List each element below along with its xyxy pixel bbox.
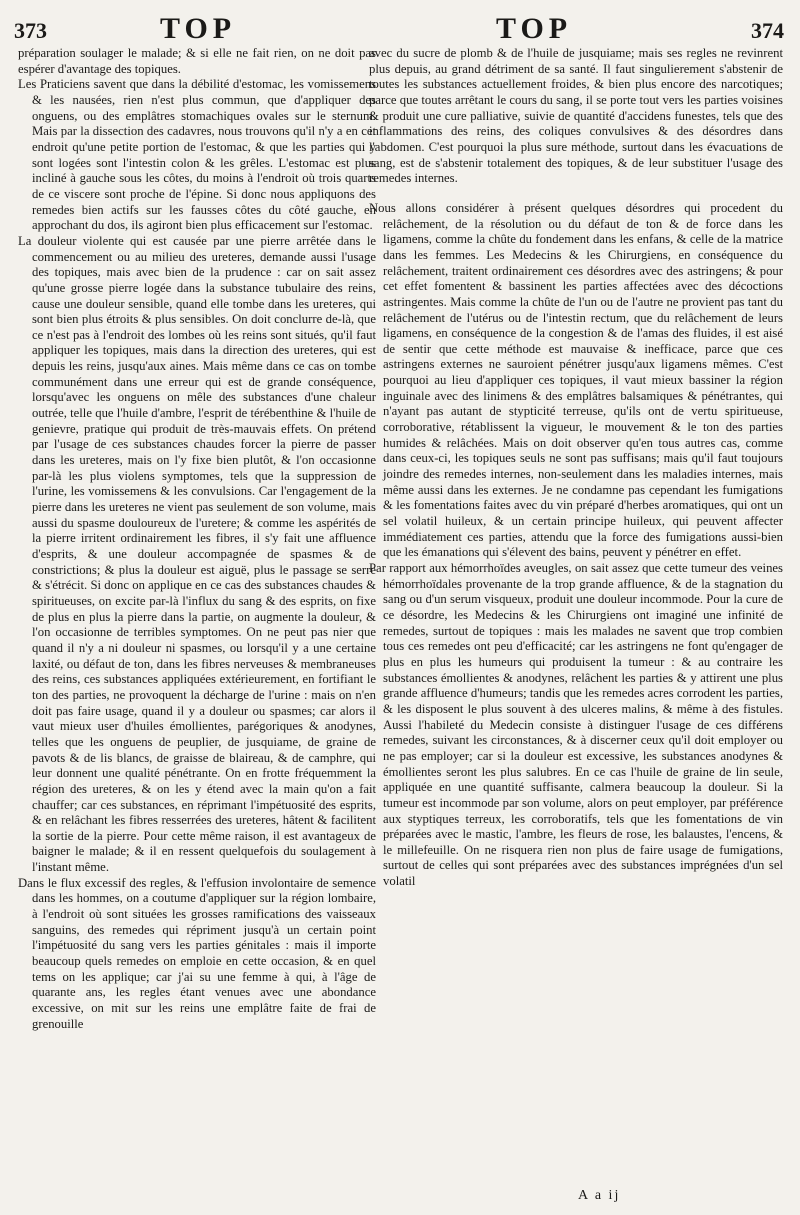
signature-mark: A a ij bbox=[578, 1188, 621, 1203]
page-header bbox=[0, 6, 800, 46]
paragraph: Les Praticiens savent que dans la débilité d'estomac, les vomissemens & les nausées, rien n'est plus commun, que d'appliquer des onguens, ou des emplâtres stomachiques ovales sur le sternum. Mais par la dissection des cadavres, nous trouvons qu'il n'y a en cet endroit qu'une petite portion de l'estomac, & que les parties qui y sont logées sont l'intestin colon & les grêles. L'estomac est plus incliné à gauche sous les côtes, du moins à l'endroit où trois quarts de ce viscere sont proche de l'épine. Si donc nous appliquons des remedes bien actifs sur les fausses côtes du côté gauche, en approchant du dos, ils agiront bien plus efficacement sur l'estomac. bbox=[18, 77, 376, 233]
left-running-head: TOP bbox=[160, 12, 237, 45]
right-text-column bbox=[369, 46, 783, 1186]
paragraph: Par rapport aux hémorrhoïdes aveugles, on sait assez que cette tumeur des veines hémorrhoïdales provenante de la trop grande affluence, & de la stagnation du sang ou d'un serum visqueux, produit une douleur incommode. Pour la cure de ce désordre, les Medecins & les Chirurgiens ont imaginé une infinité de remedes, surtout de topiques : mais les malades ne savent que trop combien tous ces remedes ont peu d'efficacité; car les astringens ne font qu'engager de plus en plus les humeurs qui produisent la tumeur : & au contraire les substances émollientes & anodynes, relâchent les parties & y attirent une plus grande affluence d'humeurs; tandis que les remedes acres corrodent les parties, & les disposent le plus souvent à des ulceres malins, & même à des fistules. Aussi l'habileté du Medecin consiste à distinguer l'usage de ces différens remedes, suivant les circonstances, & à discerner ceux qu'il doit employer ou ne pas employer; car si la douleur est excessive, les substances anodynes & émollientes seront les plus salubres. En ce cas l'huile de graine de lin seule, appliquée en une quantité suffisante, calmera beaucoup la douleur. Si la tumeur est incommode par son volume, alors on peut employer, par préférence aux styptiques terreux, les corroboratifs, tels que les fomentations de vin préparées avec le mastic, l'ambre, les fleurs de rose, les balaustes, l'encens, & le millefeuille. On ne risquera rien non plus de faire usage de fumigations, surtout de celles qui sont préparées avec des substances imprégnées d'un sel volatil bbox=[369, 561, 783, 889]
left-text-column bbox=[18, 46, 376, 1186]
paragraph: avec du sucre de plomb & de l'huile de jusquiame; mais ses regles ne revinrent plus depuis, au grand détriment de sa santé. Il faut singulierement s'abstenir de toutes les substances actuellement froides, & bien plus encore des narcotiques; parce que toutes arrêtant le cours du sang, il se porte tout vers les parties voisines & produit une cure palliative, suivie de quantité d'accidens funestes, tels que des inflammations des reins, des coliques convulsives & des désordres dans l'abdomen. C'est pourquoi la plus sure méthode, surtout dans les évacuations de sang, est de s'abstenir totalement des topiques, & de leur substituer l'usage des remedes internes. bbox=[369, 46, 783, 186]
paragraph: La douleur violente qui est causée par une pierre arrêtée dans le commencement ou au milieu des ureteres, demande aussi l'usage des topiques, mais avec bien de la prudence : car on sait assez qu'une grosse pierre logée dans la substance tubulaire des reins, cause une douleur sensible, quand elle tombe dans les ureteres, qui sont bien plus étroits & plus sensibles. On doit conclurre de-là, que ce n'est pas à l'endroit des lombes où les reins sont situés, qu'il faut appliquer les topiques, mais dans la direction des ureteres, qui est depuis les reins, jusqu'aux aines. Mais même dans ce cas on tombe communément dans une erreur qui est de grande conséquence, lorsqu'avec les onguens on mêle des substances d'une chaleur outrée, telle que l'huile d'ambre, l'esprit de térébenthine & l'huile de genievre, pratique qui produit de très-mauvais effets. On prétend par l'usage de ces substances chaudes forcer la pierre de passer dans les ureteres, mais on l'y fixe bien plutôt, & l'on occasionne par-là les plus violens symptomes, tels que la suppression de l'urine, les vomissemens & les convulsions. Car l'engagement de la pierre dans les ureteres ne vient pas seulement de son volume, mais aussi du spasme douloureux de l'uretere; & comme les aspérités de la pierre irritent ordinairement les fibres, il s'y fait une affluence d'esprits, & une douleur accompagnée de spasmes & de constrictions; & plus la douleur est aiguë, plus le passage se serre & s'étrécit. Si donc on applique en ce cas des substances chaudes & spiritueuses, on excite par-là l'influx du sang & des esprits, on fixe de plus en plus la pierre dans la partie, on augmente la douleur, & l'on occasionne de terribles symptomes. On ne peut pas nier que quand il n'y a ni douleur ni spasmes, ou lorsqu'il y a une certaine laxité, ou défaut de ton, dans les fibres nerveuses & membraneuses des reins, ces substances appliquées extérieurement, en fortifiant le ton des parties, ne provoquent la décharge de l'urine : mais on n'en doit pas faire usage, quand il y a douleur ou spasmes; car alors il vaut mieux user d'huiles émollientes, parégoriques & anodynes, telles que les onguens de peuplier, de jusquiame, de graine de pavots & de lis blancs, de graisse de blaireau, & de camphre, qui leur donnent une qualité pénétrante. On en frotte fréquemment la région des ureteres, & on les y étend avec la main qu'on a fait chauffer; car ces substances, en réprimant l'impétuosité des esprits, & en relâchant les fibres resserrées des ureteres, hâtent & facilitent la sortie de la pierre. Pour cette même raison, il est avantageux de baigner le malade; & il en ressent quelquefois du soulagement à l'instant même. bbox=[18, 233, 376, 875]
right-page-number: 374 bbox=[751, 18, 784, 43]
left-page-number: 373 bbox=[14, 18, 47, 43]
paragraph: préparation soulager le malade; & si elle ne fait rien, on ne doit pas espérer d'avantage des topiques. bbox=[18, 46, 376, 76]
paragraph: Dans le flux excessif des regles, & l'effusion involontaire de semence dans les hommes, on a coutume d'appliquer sur la région lombaire, à l'endroit où sont situées les grosses ramifications des vaisseaux sanguins, des remedes qui répriment jusqu'à un certain point l'impétuosité du sang vers les parties génitales : mais il importe beaucoup quels remedes on emploie en cette occasion, & en quel tems on les applique; car j'ai su une femme à qui, à l'âge de quarante ans, les regles étant venues avec une abondance excessive, on mit sur les reins une emplâtre faite de frai de grenouille bbox=[18, 875, 376, 1031]
paragraph: Nous allons considérer à présent quelques désordres qui procedent du relâchement, de la résolution ou du défaut de ton & de force dans les ligamens, comme la chûte du fondement dans les enfans, & celle de la matrice dans les femmes. Les Medecins & les Chirurgiens, en conséquence du relâchement, traitent ordinairement ces désordres avec des astringens; & pour cet effet fomentent & bassinent les parties affectées avec des décoctions astringentes. Mais comme la chûte de l'un ou de l'autre ne provient pas tant du relâchement de l'utérus ou de l'intestin rectum, que du relâchement de leurs ligamens, en conséquence de la congestion & de l'amas des fluides, il est aisé de sentir que cette méthode est mauvaise & inefficace, parce que ces astringens externes ne sauroient pénétrer jusqu'aux ligamens mêmes. C'est pourquoi au lieu d'appliquer ces topiques, il vaut mieux bassiner la région inguinale avec des linimens & des emplâtres balsamiques & pénétrantes, qui n'ayant pas autant de stypticité terreuse, qu'ils ont de vertu spiritueuse, corroborative, rétablissent la vigueur, le mouvement & le ton des parties humides & relâchées. Mais on doit observer qu'en tous autres cas, comme dans ceux-ci, les topiques seuls ne sont pas suffisans; mais qu'il faut toujours joindre des remedes internes, non-seulement dans les maladies internes, mais même aussi dans les externes. Je ne condamne pas cependant les fumigations & les fomentations faites avec du vin préparé d'herbes aromatiques, qui ont un sel volatil huileux, & un certain principe huileux, qui peuvent affecter immédiatement ces parties, attendu que la force des fumigations aussi-bien que les émanations qui s'élevent des bains, peuvent y pénétrer en effet. bbox=[369, 200, 783, 560]
right-running-head: TOP bbox=[496, 12, 573, 45]
